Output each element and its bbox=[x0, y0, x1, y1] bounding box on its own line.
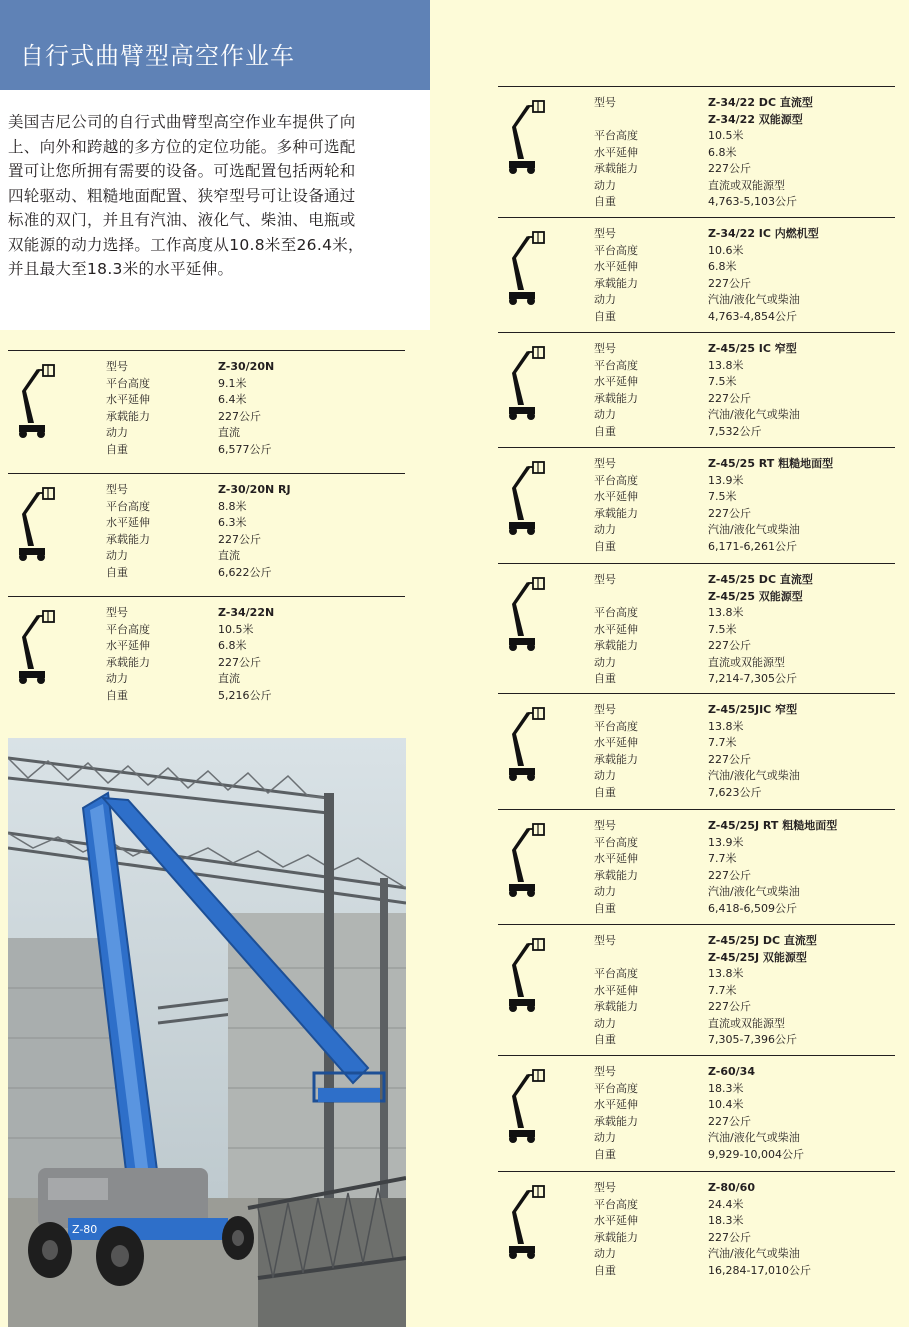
spec-label-height: 平台高度 bbox=[594, 129, 638, 142]
spec-block bbox=[498, 217, 895, 323]
spec-value-height: 13.8米 bbox=[708, 967, 744, 980]
spec-block bbox=[498, 809, 895, 915]
spec-label-capacity: 承载能力 bbox=[594, 391, 638, 405]
spec-block bbox=[498, 447, 895, 553]
spec-label-capacity: 承载能力 bbox=[594, 162, 638, 175]
spec-label-model: 型号 bbox=[594, 1181, 616, 1194]
spec-label-model: 型号 bbox=[594, 819, 616, 832]
spec-value-reach: 6.8米 bbox=[708, 260, 737, 273]
spec-value-weight: 7,214-7,305公斤 bbox=[708, 672, 797, 685]
spec-block bbox=[8, 350, 405, 456]
spec-value-capacity: 227公斤 bbox=[708, 162, 751, 175]
spec-label-power: 动力 bbox=[594, 1016, 616, 1030]
spec-value-power: 汽油/液化气或柴油 bbox=[708, 1131, 800, 1144]
spec-label-weight: 自重 bbox=[594, 1263, 616, 1277]
spec-value-weight: 7,305-7,396公斤 bbox=[708, 1033, 797, 1046]
spec-value-reach: 7.5米 bbox=[708, 490, 737, 503]
spec-label-power: 动力 bbox=[594, 523, 616, 536]
spec-value-weight: 4,763-5,103公斤 bbox=[708, 195, 797, 208]
spec-label-reach: 水平延伸 bbox=[594, 145, 638, 159]
spec-label-weight: 自重 bbox=[594, 672, 616, 685]
spec-value-capacity: 227公斤 bbox=[708, 1114, 751, 1128]
spec-value-reach: 6.8米 bbox=[218, 639, 247, 652]
spec-label-power: 动力 bbox=[594, 1131, 616, 1144]
spec-value-power: 汽油/液化气或柴油 bbox=[708, 523, 800, 536]
spec-value-height: 13.8米 bbox=[708, 358, 744, 372]
spec-value-model: Z-45/25JIC 窄型 bbox=[708, 703, 798, 716]
spec-label-power: 动力 bbox=[594, 408, 616, 421]
spec-label-model: 型号 bbox=[594, 703, 616, 716]
boom-lift-icon bbox=[506, 820, 550, 898]
spec-value-model: Z-30/20N bbox=[218, 360, 275, 373]
spec-label-power: 动力 bbox=[106, 426, 128, 439]
spec-value-model: Z-30/20N RJ bbox=[218, 483, 291, 496]
spec-value-height: 10.5米 bbox=[708, 129, 744, 142]
intro-paragraph bbox=[8, 110, 408, 282]
spec-block bbox=[498, 924, 895, 1046]
boom-lift-icon bbox=[506, 458, 550, 536]
spec-label-height: 平台高度 bbox=[594, 1197, 638, 1211]
spec-value-capacity: 227公斤 bbox=[708, 1230, 751, 1244]
boom-lift-icon bbox=[506, 935, 550, 1013]
intro-line: 双能源的动力选择。工作高度从10.8米至26.4米， bbox=[8, 235, 364, 254]
spec-value-height: 13.8米 bbox=[708, 606, 744, 619]
spec-value-weight: 7,623公斤 bbox=[708, 785, 762, 799]
spec-value-reach: 7.7米 bbox=[708, 983, 737, 997]
spec-label-power: 动力 bbox=[594, 885, 616, 898]
spec-value-model: Z-45/25 RT 粗糙地面型 bbox=[708, 457, 834, 470]
boom-lift-icon bbox=[506, 343, 550, 421]
spec-label-capacity: 承载能力 bbox=[594, 1000, 638, 1013]
title-banner bbox=[0, 0, 430, 90]
spec-label-model: 型号 bbox=[594, 1065, 616, 1078]
svg-text:Z-80: Z-80 bbox=[72, 1223, 98, 1236]
spec-value-capacity: 227公斤 bbox=[708, 752, 751, 766]
spec-label-model: 型号 bbox=[594, 96, 616, 109]
spec-value-power: 汽油/液化气或柴油 bbox=[708, 885, 800, 898]
spec-value-capacity: 227公斤 bbox=[708, 276, 751, 290]
spec-label-reach: 水平延伸 bbox=[594, 1098, 638, 1111]
spec-value-power: 直流或双能源型 bbox=[708, 655, 785, 669]
spec-value-weight: 5,216公斤 bbox=[218, 688, 272, 702]
spec-value-height: 10.6米 bbox=[708, 243, 744, 257]
spec-value-height: 8.8米 bbox=[218, 499, 247, 513]
spec-value-reach: 6.3米 bbox=[218, 516, 247, 529]
spec-block bbox=[498, 693, 895, 799]
spec-value-model: Z-60/34 bbox=[708, 1065, 755, 1078]
spec-value-weight: 7,532公斤 bbox=[708, 424, 762, 438]
spec-label-reach: 水平延伸 bbox=[594, 736, 638, 749]
spec-label-model: 型号 bbox=[106, 606, 128, 619]
spec-value-model: Z-34/22N bbox=[218, 606, 275, 619]
spec-value-capacity: 227公斤 bbox=[708, 506, 751, 520]
spec-value-height: 18.3米 bbox=[708, 1081, 744, 1095]
boom-lift-icon bbox=[16, 361, 60, 439]
spec-label-reach: 水平延伸 bbox=[594, 1214, 638, 1227]
spec-label-power: 动力 bbox=[594, 1247, 616, 1260]
boom-lift-icon bbox=[506, 574, 550, 652]
spec-value-power: 直流 bbox=[218, 549, 240, 562]
photo-illustration bbox=[8, 738, 406, 1327]
spec-label-height: 平台高度 bbox=[594, 719, 638, 733]
spec-label-power: 动力 bbox=[106, 672, 128, 685]
spec-value-model: Z-45/25 IC 窄型 bbox=[708, 342, 797, 355]
spec-label-model: 型号 bbox=[594, 227, 616, 240]
spec-label-reach: 水平延伸 bbox=[594, 260, 638, 273]
spec-label-capacity: 承载能力 bbox=[594, 1230, 638, 1244]
spec-value-power: 汽油/液化气或柴油 bbox=[708, 408, 800, 421]
spec-block bbox=[498, 563, 895, 685]
spec-value-capacity: 227公斤 bbox=[218, 409, 261, 423]
spec-value-model: Z-45/25 双能源型 bbox=[708, 589, 803, 603]
boom-lift-icon bbox=[506, 97, 550, 175]
spec-label-weight: 自重 bbox=[106, 565, 128, 579]
spec-label-weight: 自重 bbox=[594, 901, 616, 915]
spec-value-reach: 6.8米 bbox=[708, 145, 737, 159]
intro-line: 标准的双门，并且有汽油、液化气、柴油、电瓶或 bbox=[8, 211, 356, 229]
spec-value-capacity: 227公斤 bbox=[708, 1000, 751, 1013]
spec-label-capacity: 承载能力 bbox=[594, 639, 638, 652]
spec-block bbox=[8, 596, 405, 702]
spec-block bbox=[498, 332, 895, 438]
spec-label-weight: 自重 bbox=[594, 424, 616, 438]
spec-value-weight: 9,929-10,004公斤 bbox=[708, 1147, 804, 1161]
spec-label-reach: 水平延伸 bbox=[594, 852, 638, 865]
spec-label-weight: 自重 bbox=[594, 195, 616, 208]
spec-label-capacity: 承载能力 bbox=[594, 868, 638, 882]
spec-label-model: 型号 bbox=[594, 457, 616, 470]
spec-value-reach: 18.3米 bbox=[708, 1214, 744, 1227]
spec-value-height: 13.9米 bbox=[708, 473, 744, 487]
spec-block bbox=[498, 86, 895, 208]
intro-box bbox=[0, 90, 430, 330]
spec-value-power: 直流 bbox=[218, 426, 240, 439]
intro-line: 置可让您所拥有需要的设备。可选配置包括两轮和 bbox=[8, 162, 356, 180]
spec-label-capacity: 承载能力 bbox=[594, 276, 638, 290]
spec-label-weight: 自重 bbox=[594, 1033, 616, 1046]
spec-value-model: Z-45/25J DC 直流型 bbox=[708, 934, 817, 947]
spec-label-weight: 自重 bbox=[594, 1147, 616, 1161]
spec-value-capacity: 227公斤 bbox=[218, 655, 261, 669]
spec-value-weight: 6,171-6,261公斤 bbox=[708, 539, 797, 553]
spec-value-power: 直流或双能源型 bbox=[708, 1016, 785, 1030]
intro-line: 上、向外和跨越的多方位的定位功能。多种可选配 bbox=[8, 137, 356, 156]
spec-value-weight: 4,763-4,854公斤 bbox=[708, 309, 797, 323]
spec-value-height: 9.1米 bbox=[218, 376, 247, 390]
spec-label-weight: 自重 bbox=[594, 785, 616, 799]
spec-value-weight: 6,577公斤 bbox=[218, 442, 272, 456]
boom-lift-icon bbox=[16, 607, 60, 685]
spec-value-height: 13.9米 bbox=[708, 835, 744, 849]
spec-label-height: 平台高度 bbox=[594, 967, 638, 980]
spec-label-power: 动力 bbox=[106, 549, 128, 562]
spec-value-reach: 7.5米 bbox=[708, 375, 737, 388]
spec-label-weight: 自重 bbox=[594, 309, 616, 323]
spec-value-capacity: 227公斤 bbox=[708, 391, 751, 405]
spec-label-model: 型号 bbox=[594, 934, 616, 947]
spec-label-capacity: 承载能力 bbox=[594, 1114, 638, 1128]
spec-label-power: 动力 bbox=[594, 293, 616, 306]
spec-value-model: Z-80/60 bbox=[708, 1181, 755, 1194]
page-title: 自行式曲臂型高空作业车 bbox=[20, 42, 295, 70]
spec-label-height: 平台高度 bbox=[594, 606, 638, 619]
spec-label-height: 平台高度 bbox=[594, 473, 638, 487]
spec-value-model: Z-45/25J RT 粗糙地面型 bbox=[708, 819, 838, 832]
spec-label-height: 平台高度 bbox=[106, 622, 150, 636]
spec-label-height: 平台高度 bbox=[594, 835, 638, 849]
spec-value-reach: 6.4米 bbox=[218, 393, 247, 406]
spec-value-reach: 7.7米 bbox=[708, 736, 737, 749]
spec-value-height: 13.8米 bbox=[708, 719, 744, 733]
spec-label-model: 型号 bbox=[106, 360, 128, 373]
intro-line: 美国吉尼公司的自行式曲臂型高空作业车提供了向 bbox=[8, 113, 356, 131]
spec-value-model: Z-45/25 DC 直流型 bbox=[708, 573, 813, 586]
intro-line: 四轮驱动、粗糙地面配置、狭窄型号可让设备通过 bbox=[8, 186, 356, 205]
spec-value-model: Z-34/22 IC 内燃机型 bbox=[708, 227, 819, 240]
spec-value-height: 24.4米 bbox=[708, 1197, 744, 1211]
spec-label-height: 平台高度 bbox=[106, 499, 150, 513]
spec-block bbox=[8, 473, 405, 579]
spec-label-model: 型号 bbox=[594, 342, 616, 355]
spec-label-reach: 水平延伸 bbox=[106, 516, 150, 529]
spec-value-power: 汽油/液化气或柴油 bbox=[708, 1247, 800, 1260]
spec-label-weight: 自重 bbox=[106, 688, 128, 702]
spec-value-reach: 7.5米 bbox=[708, 622, 737, 636]
spec-value-capacity: 227公斤 bbox=[708, 639, 751, 652]
spec-label-capacity: 承载能力 bbox=[106, 655, 150, 669]
boom-lift-icon bbox=[16, 484, 60, 562]
spec-block bbox=[498, 1055, 895, 1161]
spec-label-weight: 自重 bbox=[594, 539, 616, 553]
spec-block bbox=[498, 1171, 895, 1277]
spec-value-capacity: 227公斤 bbox=[218, 532, 261, 546]
boom-lift-icon bbox=[506, 1182, 550, 1260]
spec-label-power: 动力 bbox=[594, 655, 616, 669]
spec-label-model: 型号 bbox=[594, 573, 616, 586]
spec-label-model: 型号 bbox=[106, 483, 128, 496]
spec-value-power: 汽油/液化气或柴油 bbox=[708, 769, 800, 782]
intro-line: 并且最大至18.3米的水平延伸。 bbox=[8, 260, 234, 278]
spec-value-capacity: 227公斤 bbox=[708, 868, 751, 882]
spec-label-capacity: 承载能力 bbox=[594, 506, 638, 520]
spec-label-height: 平台高度 bbox=[594, 243, 638, 257]
spec-value-power: 汽油/液化气或柴油 bbox=[708, 293, 800, 306]
spec-value-weight: 6,622公斤 bbox=[218, 565, 272, 579]
spec-label-reach: 水平延伸 bbox=[594, 622, 638, 636]
spec-label-capacity: 承载能力 bbox=[106, 532, 150, 546]
spec-label-height: 平台高度 bbox=[594, 1081, 638, 1095]
spec-label-reach: 水平延伸 bbox=[594, 490, 638, 503]
spec-label-height: 平台高度 bbox=[106, 376, 150, 390]
spec-label-reach: 水平延伸 bbox=[594, 375, 638, 388]
spec-value-weight: 6,418-6,509公斤 bbox=[708, 901, 797, 915]
spec-label-reach: 水平延伸 bbox=[106, 639, 150, 652]
spec-value-reach: 10.4米 bbox=[708, 1098, 744, 1111]
boom-lift-photo bbox=[8, 738, 406, 1327]
spec-label-reach: 水平延伸 bbox=[594, 983, 638, 997]
spec-value-model: Z-45/25J 双能源型 bbox=[708, 950, 807, 964]
boom-lift-icon bbox=[506, 228, 550, 306]
spec-value-power: 直流 bbox=[218, 672, 240, 685]
boom-lift-icon bbox=[506, 704, 550, 782]
spec-value-reach: 7.7米 bbox=[708, 852, 737, 865]
spec-value-height: 10.5米 bbox=[218, 622, 254, 636]
spec-value-weight: 16,284-17,010公斤 bbox=[708, 1263, 811, 1277]
spec-label-power: 动力 bbox=[594, 178, 616, 192]
boom-lift-icon bbox=[506, 1066, 550, 1144]
spec-label-capacity: 承载能力 bbox=[594, 752, 638, 766]
spec-label-power: 动力 bbox=[594, 769, 616, 782]
spec-label-height: 平台高度 bbox=[594, 358, 638, 372]
spec-value-model: Z-34/22 DC 直流型 bbox=[708, 96, 813, 109]
spec-label-weight: 自重 bbox=[106, 442, 128, 456]
spec-value-model: Z-34/22 双能源型 bbox=[708, 112, 803, 126]
spec-label-reach: 水平延伸 bbox=[106, 393, 150, 406]
spec-label-capacity: 承载能力 bbox=[106, 409, 150, 423]
spec-value-power: 直流或双能源型 bbox=[708, 178, 785, 192]
